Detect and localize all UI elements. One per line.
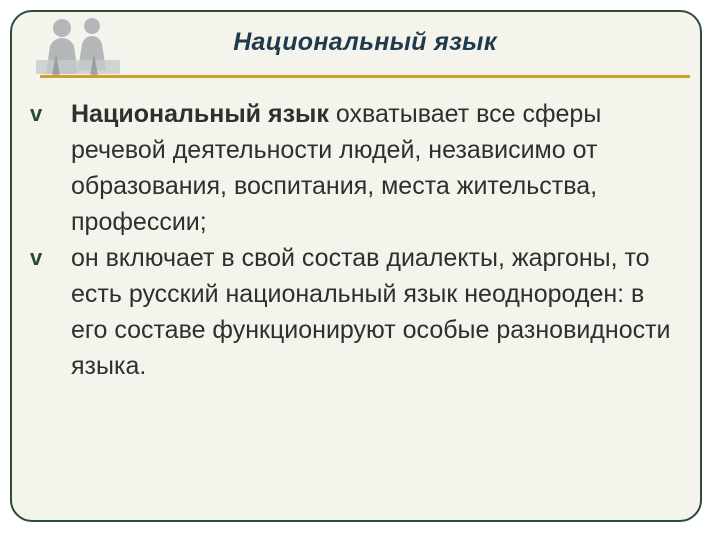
bullet-item xyxy=(30,240,680,384)
bullet-text: охватывает все сферы речевой деятельности людей, независимо от образования, воспитания, места жительства, профессии; xyxy=(71,100,602,236)
bullet-text: он включает в свой состав диалекты, жаргоны, то есть русский национальный язык неоднороден: в его составе функционируют особые разновидности языка. xyxy=(71,244,671,380)
bullet-list xyxy=(30,96,680,384)
title-underline xyxy=(40,75,690,78)
checkmark-bullet-icon: v xyxy=(30,101,43,126)
bullet-lead-text: Национальный язык xyxy=(71,100,329,128)
bullet-item xyxy=(30,96,680,240)
checkmark-bullet-icon: v xyxy=(30,245,43,270)
slide-title: Национальный язык xyxy=(233,28,497,56)
people-silhouette-logo-icon xyxy=(32,14,124,78)
